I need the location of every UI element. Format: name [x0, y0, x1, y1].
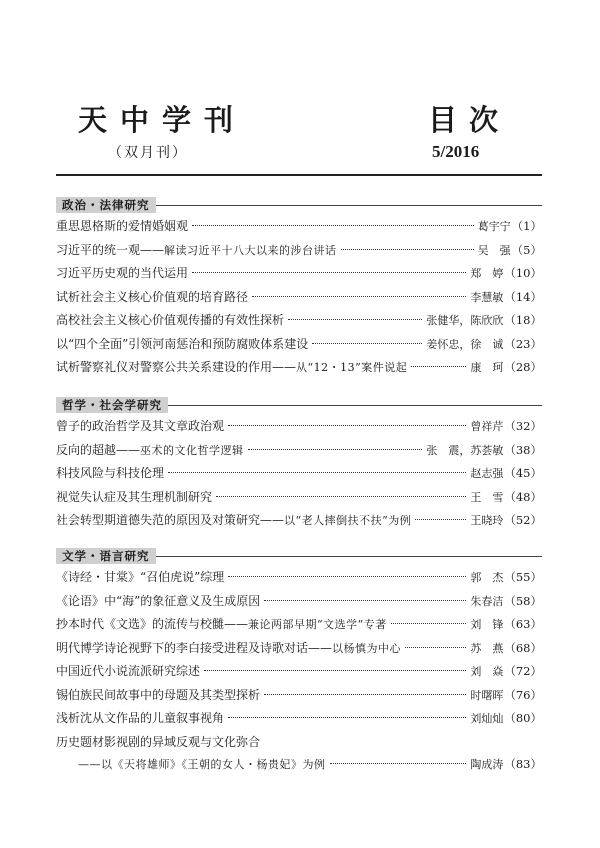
leader-dots: [228, 717, 466, 718]
toc-entry[interactable]: [56, 335, 542, 359]
entry-author: 曾祥芹: [470, 420, 504, 433]
entry-title: 明代博学诗论视野下的李白接受进程及诗歌对话——以杨慎为中心: [56, 640, 402, 655]
entry-page: （28）: [504, 360, 542, 374]
entry-author: 刘灿灿: [470, 712, 504, 725]
entry-page: （48）: [504, 489, 542, 504]
leader-dots: [252, 296, 466, 297]
entry-author: 王 雪: [470, 490, 504, 504]
toc-entry[interactable]: [56, 639, 542, 663]
leader-dots: [391, 623, 467, 624]
entry-page: （1）: [511, 219, 542, 233]
entry-title: 视觉失认症及其生理机制研究: [56, 489, 213, 504]
entry-title: 高校社会主义核心价值观传播的有效性探析: [56, 313, 285, 327]
leader-dots: [264, 694, 466, 695]
entry-author: 刘 焱: [470, 665, 504, 678]
entry-author: 苏 燕: [470, 641, 504, 655]
entry-author: 张 震，苏荟敏: [426, 443, 504, 457]
toc-entry[interactable]: [56, 686, 542, 710]
entry-page: （72）: [504, 664, 542, 678]
entry-page: （83）: [504, 757, 542, 771]
entry-page: （58）: [504, 593, 542, 608]
entry-author: 朱春洁: [470, 594, 504, 608]
entry-title: 抄本时代《文选》的流传与校雠——兼论两部早期“文选学”专著: [56, 617, 387, 631]
toc-entry[interactable]: [56, 217, 542, 241]
toc-entry[interactable]: [56, 358, 542, 382]
entry-author: 郑 婷: [470, 267, 504, 280]
section-label: 哲学・社会学研究: [56, 397, 168, 413]
entry-author: 时曙晖: [470, 688, 504, 702]
entry-page: （45）: [504, 466, 542, 480]
entry-author: 吴 强: [477, 243, 511, 257]
section-header: [56, 548, 542, 564]
entry-title: 历史题材影视剧的异域反观与文化弥合: [56, 734, 261, 749]
entry-title: 科技风险与科技伦理: [56, 466, 165, 480]
leader-dots: [405, 647, 466, 648]
section-politics-law: [56, 197, 542, 382]
toc-entry[interactable]: [56, 488, 542, 512]
toc-entry[interactable]: [56, 615, 542, 639]
leader-dots: [228, 576, 466, 577]
section-header: [56, 397, 542, 413]
section-label: 政治・法律研究: [56, 197, 156, 213]
entry-page: （76）: [504, 687, 542, 702]
entry-title: 以“四个全面”引领河南惩治和预防腐败体系建设: [56, 336, 309, 351]
entry-title: 锡伯族民间故事中的母题及其类型探析: [56, 687, 261, 702]
toc-heading: 目次: [428, 103, 511, 137]
leader-dots: [204, 670, 466, 671]
toc-entry[interactable]: [56, 592, 542, 616]
entry-title: 习近平历史观的当代运用: [56, 266, 189, 280]
entry-title: 中国近代小说流派研究综述: [56, 664, 201, 678]
entry-title: 《论语》中“海”的象征意义及生成原因: [56, 593, 261, 608]
section-label: 文学・语言研究: [56, 548, 156, 564]
leader-dots: [168, 472, 466, 473]
leader-dots: [411, 366, 466, 367]
entry-title: 《诗经・甘棠》“召伯虎说”综理: [56, 570, 225, 584]
entry-page: （63）: [504, 617, 542, 631]
toc-entry[interactable]: [56, 288, 542, 312]
entry-subtitle: ——以《天将雄师》《王朝的女人・杨贵妃》为例: [78, 758, 326, 771]
entry-title: 反向的超越——巫术的文化哲学逻辑: [56, 442, 244, 457]
toc-entry[interactable]: [56, 511, 542, 535]
entry-page: （23）: [504, 336, 542, 351]
leader-dots: [312, 343, 422, 344]
entry-author: 刘 锋: [470, 618, 504, 631]
entry-author: 李慧敏: [470, 290, 504, 304]
toc-entry[interactable]: [56, 662, 542, 686]
entry-author: 姜怀忠，徐 诚: [426, 337, 504, 351]
entry-title: 浅析沈从文作品的儿童叙事视角: [56, 711, 225, 725]
entry-page: （38）: [504, 442, 542, 457]
leader-dots: [288, 319, 422, 320]
entry-page: （18）: [504, 313, 542, 327]
entry-title: 习近平的统一观——解读习近平十八大以来的涉台讲话: [56, 242, 337, 257]
entry-title: 重思恩格斯的爱情婚姻观: [56, 219, 189, 233]
entry-author: 康 珂: [470, 361, 504, 374]
leader-dots: [341, 249, 474, 250]
entry-page: （5）: [511, 242, 542, 257]
leader-dots: [415, 519, 466, 520]
entry-page: （32）: [504, 419, 542, 433]
leader-dots: [216, 496, 466, 497]
entry-page: （80）: [504, 711, 542, 725]
leader-dots: [192, 225, 474, 226]
entry-title: 社会转型期道德失范的原因及对策研究——以“老人摔倒扶不扶”为例: [56, 513, 412, 527]
journal-frequency: （双月刊）: [108, 145, 188, 161]
journal-title: 天中学刊: [78, 103, 247, 137]
entry-title: 曾子的政治哲学及其文章政治观: [56, 419, 225, 433]
issue-number: 5/2016: [432, 142, 480, 161]
entry-page: （55）: [504, 570, 542, 584]
section-literature-language: [56, 548, 542, 780]
leader-dots: [330, 763, 467, 764]
entry-page: （10）: [504, 266, 542, 280]
leader-dots: [192, 272, 466, 273]
toc-entry[interactable]: [56, 311, 542, 335]
toc-entry-multiline[interactable]: [56, 733, 542, 757]
entry-title: 试析社会主义核心价值观的培育路径: [56, 289, 249, 304]
entry-page: （52）: [504, 513, 542, 527]
leader-dots: [264, 600, 466, 601]
toc-entry[interactable]: [56, 709, 542, 733]
toc-entry[interactable]: [56, 241, 542, 265]
toc-entry-continuation[interactable]: [56, 756, 542, 780]
entry-author: 葛宇宁: [477, 220, 511, 233]
entry-author: 赵志强: [470, 467, 504, 480]
toc-entry[interactable]: [56, 568, 542, 592]
entry-title: 试析警察礼仪对警察公共关系建设的作用——从“12・13”案件说起: [56, 360, 408, 374]
section-philosophy-sociology: [56, 397, 542, 535]
toc-entry[interactable]: [56, 264, 542, 288]
toc-entry[interactable]: [56, 417, 542, 441]
section-header: [56, 197, 542, 213]
leader-dots: [228, 425, 466, 426]
toc-entry[interactable]: [56, 441, 542, 465]
entry-author: 郭 杰: [470, 571, 504, 584]
entry-author: 王晓玲: [470, 514, 504, 527]
entry-page: （68）: [504, 640, 542, 655]
entry-author: 张健华，陈欣欣: [426, 314, 504, 327]
toc-entry[interactable]: [56, 464, 542, 488]
entry-page: （14）: [504, 289, 542, 304]
leader-dots: [248, 449, 423, 450]
entry-author: 陶成涛: [470, 758, 504, 771]
header-rule: [56, 174, 542, 176]
